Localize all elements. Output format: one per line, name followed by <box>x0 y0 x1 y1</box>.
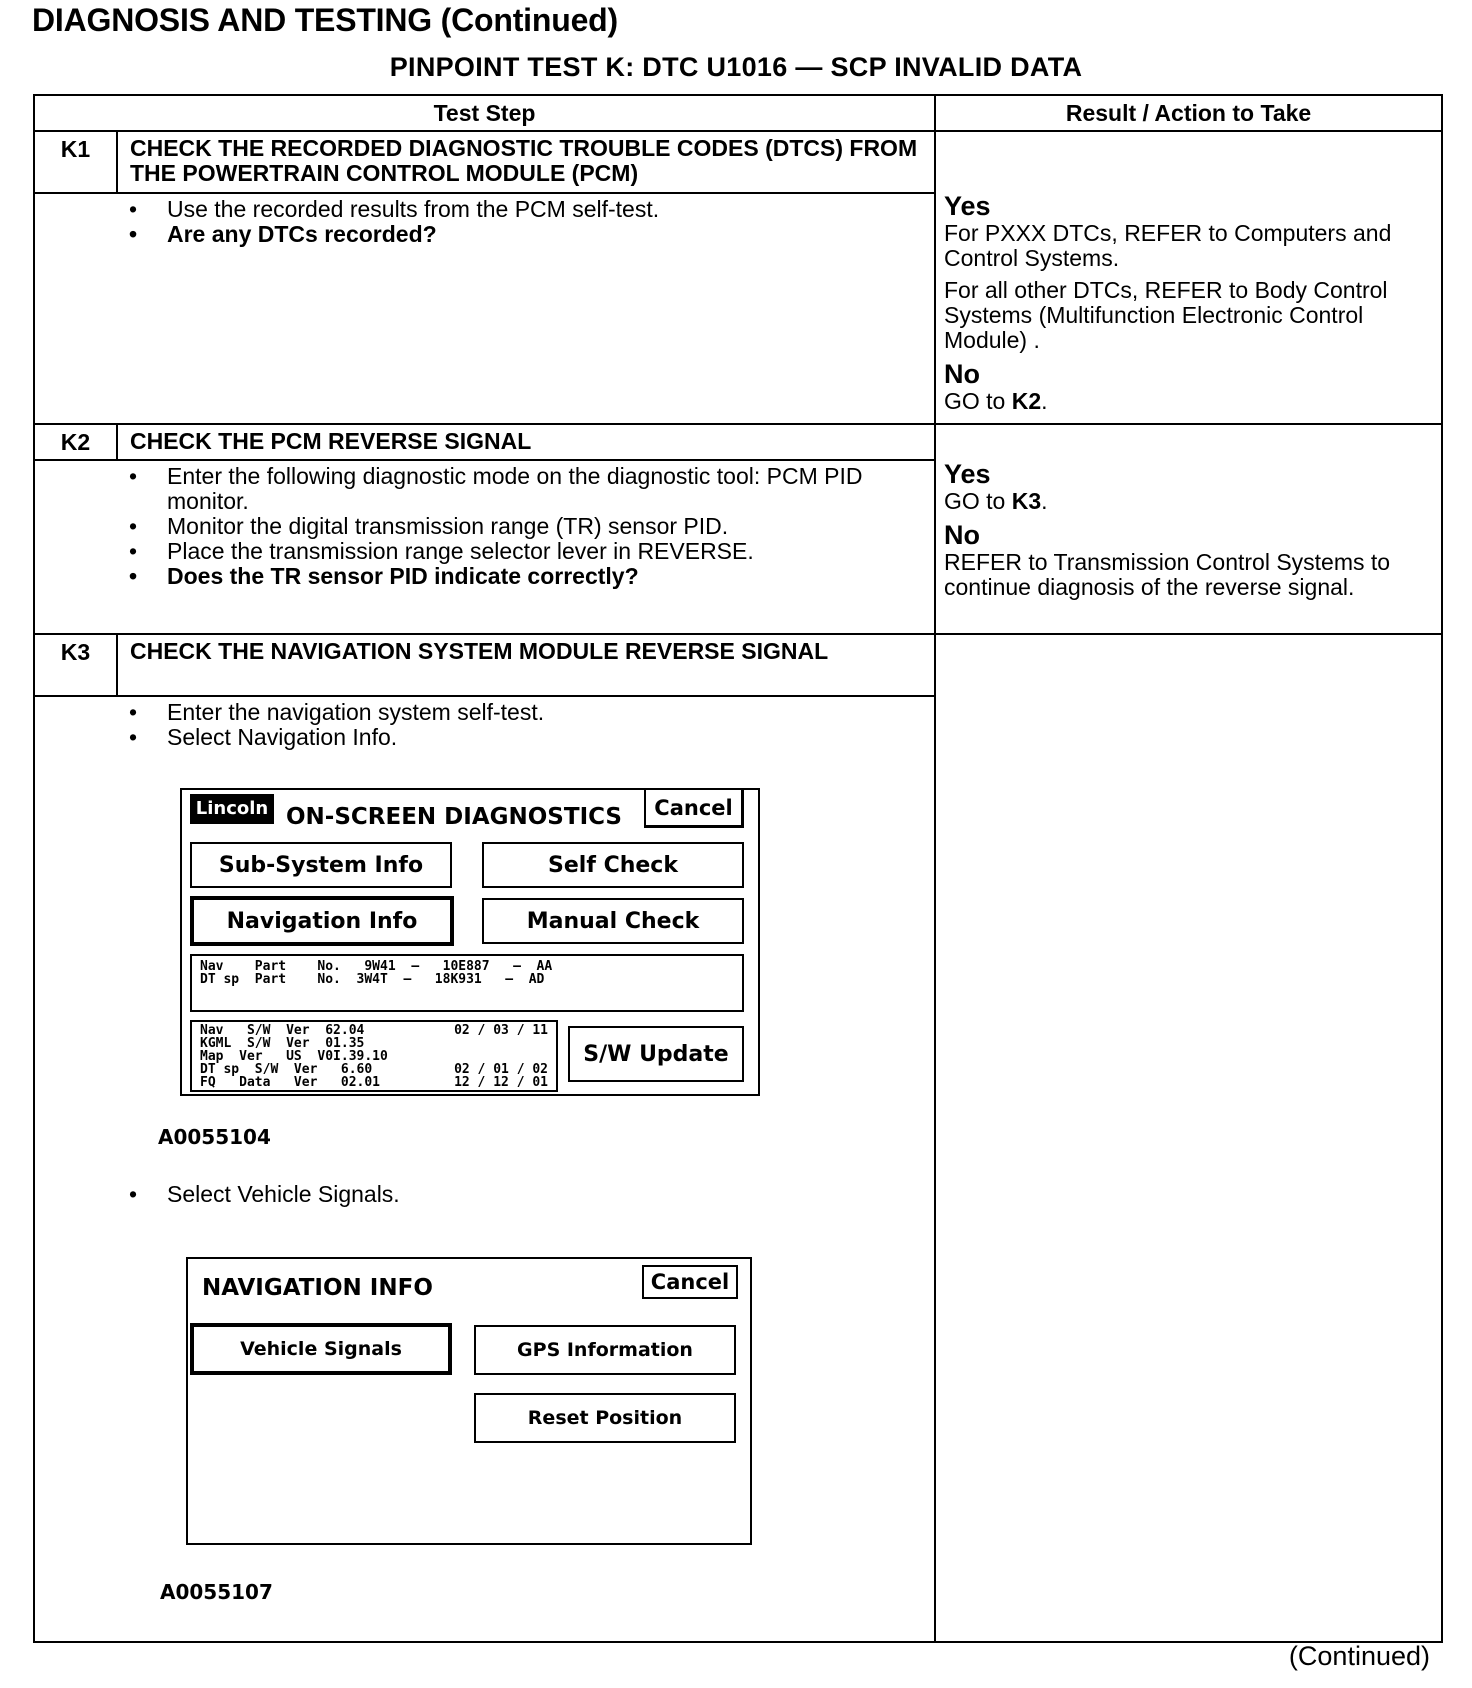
result-go-to-target[interactable]: K3 <box>1011 488 1042 514</box>
list-item: • Place the transmission range selector lever in REVERSE. <box>35 539 924 564</box>
figure-title: ON-SCREEN DIAGNOSTICS <box>286 804 622 830</box>
gps-information-button[interactable]: GPS Information <box>474 1325 736 1375</box>
list-item: • Select Navigation Info. <box>35 725 924 750</box>
list-item: • Monitor the digital transmission range (TR) sensor PID. <box>35 514 924 539</box>
step-body-k2 <box>34 460 935 634</box>
list-item: • Enter the following diagnostic mode on the diagnostic tool: PCM PID monitor. <box>35 464 924 514</box>
list-item: • Select Vehicle Signals. <box>35 1182 924 1207</box>
step-title-k1: CHECK THE RECORDED DIAGNOSTIC TROUBLE CODES (DTCS) FROM THE POWERTRAIN CONTROL MODULE (PCM) <box>117 131 935 193</box>
list-item: • Are any DTCs recorded? <box>35 222 924 247</box>
step-id-k1: K1 <box>34 131 117 193</box>
self-check-button[interactable]: Self Check <box>482 842 744 888</box>
part-row: DT sp Part No. 3W4T – 18K931 – AD <box>200 972 545 987</box>
manual-check-button[interactable]: Manual Check <box>482 898 744 944</box>
part-number-panel <box>190 954 744 1012</box>
reset-position-button[interactable]: Reset Position <box>474 1393 736 1443</box>
result-go-to-text: GO to <box>944 488 1012 514</box>
lincoln-logo: Lincoln <box>190 794 274 824</box>
result-text: For all other DTCs, REFER to Body Control Systems (Multifunction Electronic Control Module) . <box>944 277 1388 353</box>
result-text: REFER to Transmission Control Systems to continue diagnosis of the reverse signal. <box>944 549 1391 600</box>
result-text: For PXXX DTCs, REFER to Computers and Control Systems. <box>944 220 1392 271</box>
result-yes-label: Yes <box>944 459 991 489</box>
version-label: KGML S/W Ver 01.35 <box>200 1036 365 1051</box>
figure-code: A0055104 <box>158 1125 271 1149</box>
sw-update-button[interactable]: S/W Update <box>568 1026 744 1082</box>
part-row: Nav Part No. 9W41 – 10E887 – AA <box>200 959 553 974</box>
result-k3 <box>935 634 1442 1642</box>
result-k1-content <box>944 192 1434 414</box>
result-go-to-end: . <box>1041 488 1048 514</box>
version-label: Map Ver US V0I.39.10 <box>200 1049 388 1064</box>
step-title-k2: CHECK THE PCM REVERSE SIGNAL <box>117 424 935 460</box>
result-no-label: No <box>944 520 980 550</box>
step-title-k3: CHECK THE NAVIGATION SYSTEM MODULE REVERSE SIGNAL <box>117 634 935 696</box>
step-body-k1 <box>34 193 935 424</box>
cancel-button[interactable]: Cancel <box>642 1265 738 1299</box>
software-version-panel <box>190 1020 558 1092</box>
column-header-test-step: Test Step <box>34 95 935 131</box>
version-label: DT sp S/W Ver 6.60 <box>200 1062 373 1077</box>
list-item: • Use the recorded results from the PCM self-test. <box>35 197 924 222</box>
navigation-info-figure <box>186 1257 752 1545</box>
sub-system-info-button[interactable]: Sub-System Info <box>190 842 452 888</box>
result-k2-content <box>944 460 1434 600</box>
cancel-button[interactable]: Cancel <box>644 790 744 828</box>
result-go-to-end: . <box>1041 388 1048 414</box>
list-item: • Enter the navigation system self-test. <box>35 700 924 725</box>
figure-title: NAVIGATION INFO <box>202 1275 433 1301</box>
vehicle-signals-button[interactable]: Vehicle Signals <box>190 1323 452 1375</box>
result-go-to-text: GO to <box>944 388 1012 414</box>
step-id-k2: K2 <box>34 424 117 460</box>
list-item: • Does the TR sensor PID indicate correctly? <box>35 564 924 589</box>
result-yes-label: Yes <box>944 191 991 221</box>
version-label: Nav S/W Ver 62.04 <box>200 1023 365 1038</box>
version-date: 02 / 03 / 11 <box>454 1023 548 1038</box>
figure-code: A0055107 <box>160 1580 273 1604</box>
result-no-label: No <box>944 359 980 389</box>
navigation-info-button[interactable]: Navigation Info <box>190 896 454 946</box>
step-id-k3: K3 <box>34 634 117 696</box>
version-row <box>200 1076 548 1089</box>
version-label: FQ Data Ver 02.01 <box>200 1075 381 1090</box>
page-heading: DIAGNOSIS AND TESTING (Continued) <box>32 2 618 38</box>
column-header-result: Result / Action to Take <box>935 95 1442 131</box>
pinpoint-test-title: PINPOINT TEST K: DTC U1016 — SCP INVALID DATA <box>389 52 1083 82</box>
version-date: 12 / 12 / 01 <box>454 1075 548 1090</box>
version-date: 02 / 01 / 02 <box>454 1062 548 1077</box>
result-text <box>944 489 1434 514</box>
continued-footer: (Continued) <box>1288 1641 1430 1671</box>
result-go-to-target[interactable]: K2 <box>1011 388 1042 414</box>
on-screen-diagnostics-figure <box>180 788 760 1096</box>
result-text <box>944 389 1434 414</box>
